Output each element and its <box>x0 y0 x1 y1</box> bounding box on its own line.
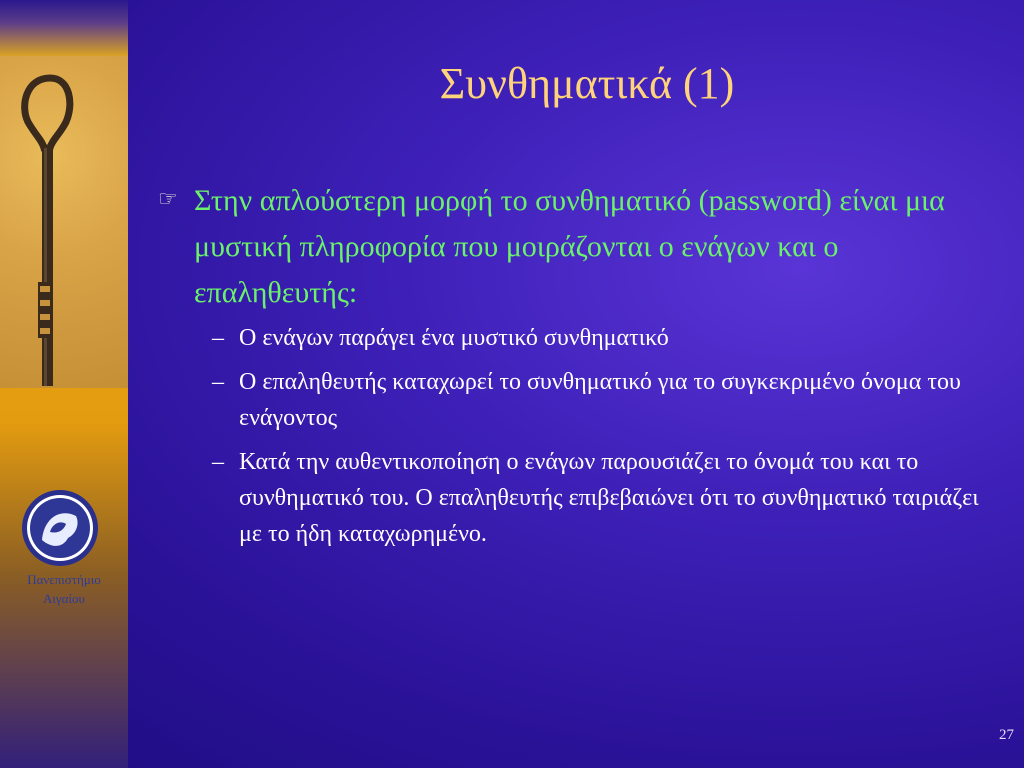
key-photo <box>0 56 128 388</box>
sub-bullet-text: Ο επαληθευτής καταχωρεί το συνθηματικό για το συγκεκριμένο όνομα του ενάγοντος <box>239 369 961 431</box>
dash-marker: – <box>212 369 224 395</box>
key-icon <box>0 56 128 388</box>
main-bullet <box>150 178 1000 316</box>
sub-bullet-list <box>150 320 1000 552</box>
pointing-hand-icon: ☞ <box>158 186 178 211</box>
main-bullet-text: Στην απλούστερη μορφή το συνθηματικό (password) είναι μια μυστική πληροφορία που μοιράζονται ο ενάγων και ο επαληθευτής: <box>194 184 945 309</box>
university-name-line1: Πανεπιστήμιο <box>27 572 101 587</box>
sub-bullet <box>150 320 1000 356</box>
university-logo <box>20 488 100 568</box>
sub-bullet-text: Κατά την αυθεντικοποίηση ο ενάγων παρουσιάζει το όνομά του και το συνθηματικό του. Ο επαληθευτής επιβεβαιώνει ότι το συνθηματικό ταιριάζει με το ήδη καταχωρημένο. <box>239 449 979 547</box>
university-logo-icon <box>20 488 100 568</box>
sidebar <box>0 0 128 768</box>
dash-marker: – <box>212 325 224 351</box>
sidebar-top-band <box>0 0 128 56</box>
sub-bullet <box>150 364 1000 436</box>
slide-title: Συνθηματικά (1) <box>439 59 735 108</box>
sub-bullet <box>150 444 1000 552</box>
dash-marker: – <box>212 449 224 475</box>
university-name-line2: Αιγαίου <box>43 591 85 606</box>
slide-content <box>150 178 1000 560</box>
sub-bullet-text: Ο ενάγων παράγει ένα μυστικό συνθηματικό <box>239 325 669 351</box>
page-number: 27 <box>999 727 1014 743</box>
university-name <box>0 570 128 608</box>
